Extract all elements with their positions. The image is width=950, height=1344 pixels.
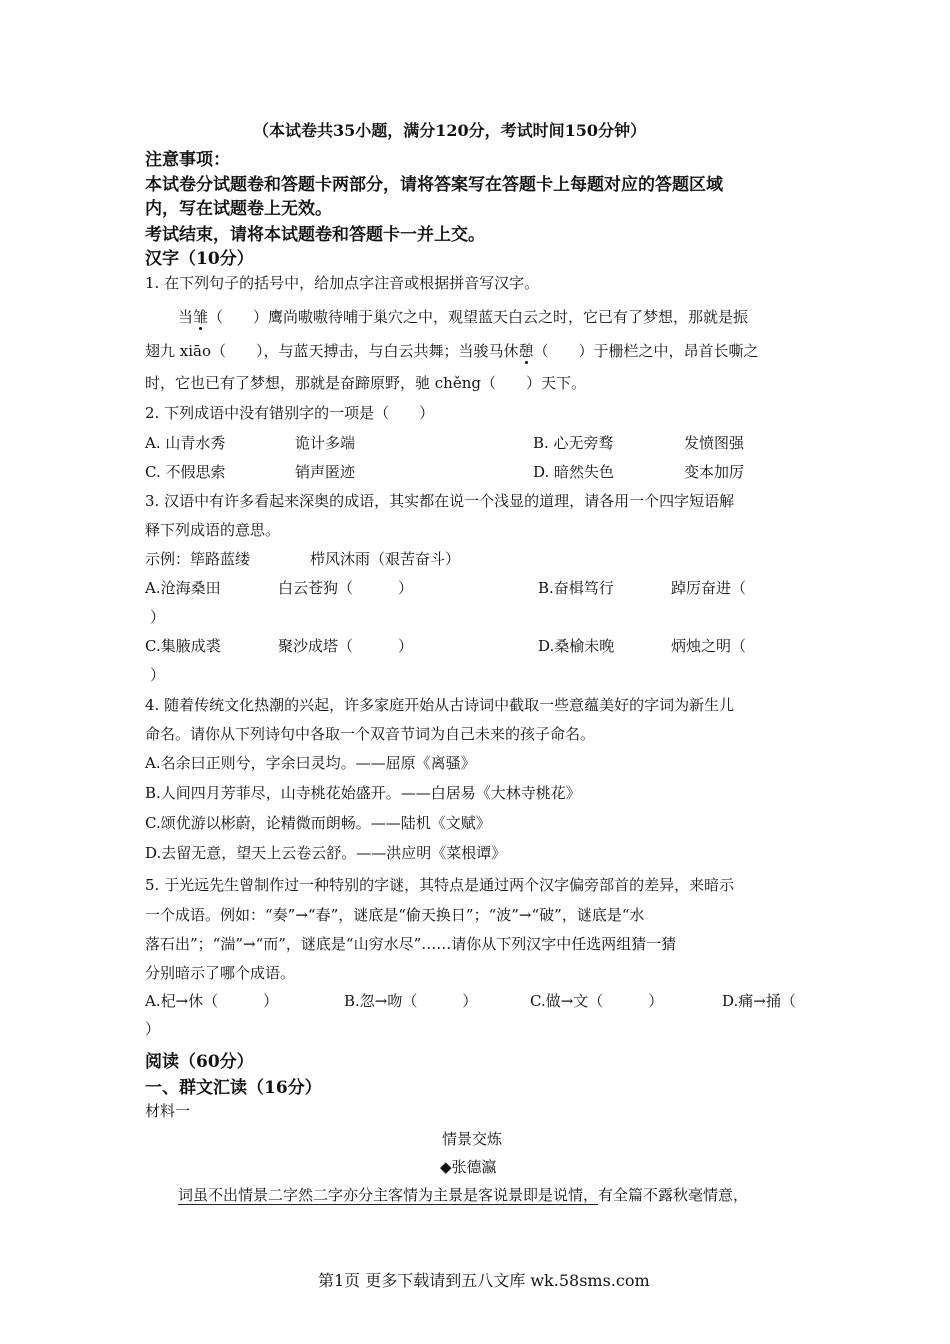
q1-passage-line: 时，它也已有了梦想，那就是奋蹄原野，驰 chěng（ ）天下。 [145,374,586,392]
q5-stem: 分别暗示了哪个成语。 [145,964,296,982]
q2-option-c: C. 不假思索 [145,463,226,481]
exam-note: （本试卷共35小题，满分120分，考试时间150分钟） [253,121,647,140]
q5-option-c: C.做→文（ ） [530,992,664,1010]
notice-line: 内，写在试题卷上无效。 [145,199,332,219]
article-text: 有全篇不露秋毫情意， [598,1186,749,1204]
part-title: 一、群文汇读（16分） [145,1078,322,1098]
q3-option-c-2: 聚沙成塔（ ） [278,637,414,655]
underlined-text: 词虽不出情景二字然二字亦分主客情为主景是客说景即是说情， [178,1186,599,1204]
q5-option-a: A.杞→休（ ） [145,992,279,1010]
q1-stem: 1. 在下列句子的括号中，给加点字注音或根据拼音写汉字。 [145,274,540,292]
material-label: 材料一 [145,1102,191,1120]
article-body-line [178,1184,748,1205]
q3-option-b-close: ） [150,608,166,626]
q1-passage-line [178,306,748,327]
q1-text: （ ）鹰尚嗷嗷待哺于巢穴之中，观望蓝天白云之时，它已有了梦想，那就是振 [208,308,749,326]
q2-option-d-2: 变本加厉 [684,463,745,481]
q4-stem: 命名。请你从下列诗句中各取一个双音节词为自己未来的孩子命名。 [145,725,596,743]
article-author: ◆张德瀛 [440,1158,497,1176]
q2-option-b-2: 发愤图强 [684,434,745,452]
section-title-reading: 阅读（60分） [145,1052,254,1072]
q2-option-d: D. 暗然失色 [533,463,615,481]
q3-option-b: B.奋楫笃行 [538,579,614,597]
q3-stem: 3. 汉语中有许多看起来深奥的成语，其实都在说一个浅显的道理，请各用一个四字短语解 [145,492,735,510]
q1-text: （ ）于栅栏之中，昂首长嘶之 [533,342,759,360]
page-footer: 第1页 更多下载请到五八文库 wk.58sms.com [318,1271,650,1290]
notice-title: 注意事项： [145,150,230,170]
q5-stem: 落石出”；“湍”→“而”，谜底是“山穷水尽”……请你从下列汉字中任选两组猜一猜 [145,935,677,953]
notice-line: 本试卷分试题卷和答题卡两部分，请将答案写在答题卡上每题对应的答题区域 [145,175,723,195]
q5-option-b: B.忽→吻（ ） [344,992,478,1010]
q2-option-a: A. 山青水秀 [145,434,226,452]
q4-option-b: B.人间四月芳菲尽，山寺桃花始盛开。——白居易《大林寺桃花》 [145,784,581,802]
q5-option-d-close: ） [145,1020,161,1038]
q1-text: 当 [178,308,194,326]
q3-option-d-2: 炳烛之明（ [671,637,747,655]
q5-stem: 5. 于光远先生曾制作过一种特别的字谜，其特点是通过两个汉字偏旁部首的差异，来暗示 [145,876,735,894]
q4-stem: 4. 随着传统文化热潮的兴起，许多家庭开始从古诗词中截取一些意蕴美好的字词为新生儿 [145,696,735,714]
q3-example: 示例：筚路蓝缕 栉风沐雨（艰苦奋斗） [145,550,461,568]
q3-option-d: D.桑榆未晚 [538,637,615,655]
q2-option-a-2: 诡计多端 [295,434,356,452]
q4-option-d: D.去留无意，望天上云卷云舒。——洪应明《菜根谭》 [145,844,507,862]
q1-text: 翅九 xiāo（ ），与蓝天搏击，与白云共舞；当骏马休 [145,342,519,360]
q3-option-b-2: 踔厉奋进（ [671,579,747,597]
q2-stem: 2. 下列成语中没有错别字的一项是（ ） [145,404,435,422]
notice-line: 考试结束，请将本试题卷和答题卡一并上交。 [145,225,485,245]
dotted-character: 雏 [193,308,209,326]
q4-option-a: A.名余曰正则兮，字余曰灵均。——屈原《离骚》 [145,754,476,772]
q3-option-c: C.集腋成裘 [145,637,221,655]
q4-option-c: C.颂优游以彬蔚，论精微而朗畅。——陆机《文赋》 [145,814,491,832]
q5-stem: 一个成语。例如：“奏”→“春”，谜底是“偷天换日”；“波”→“破”，谜底是“水 [145,906,645,924]
q3-option-a: A.沧海桑田 [145,579,221,597]
q2-option-b: B. 心无旁骛 [533,434,614,452]
section-title-hanzi: 汉字（10分） [145,249,254,269]
q3-option-a-2: 白云苍狗（ ） [278,579,414,597]
dotted-character: 憩 [518,342,534,360]
q1-passage-line [145,340,759,361]
q3-stem: 释下列成语的意思。 [145,521,281,539]
article-title: 情景交炼 [442,1130,503,1148]
q5-option-d: D.痛→捅（ [722,992,796,1010]
q2-option-c-2: 销声匿迹 [295,463,356,481]
q3-option-d-close: ） [150,666,166,684]
